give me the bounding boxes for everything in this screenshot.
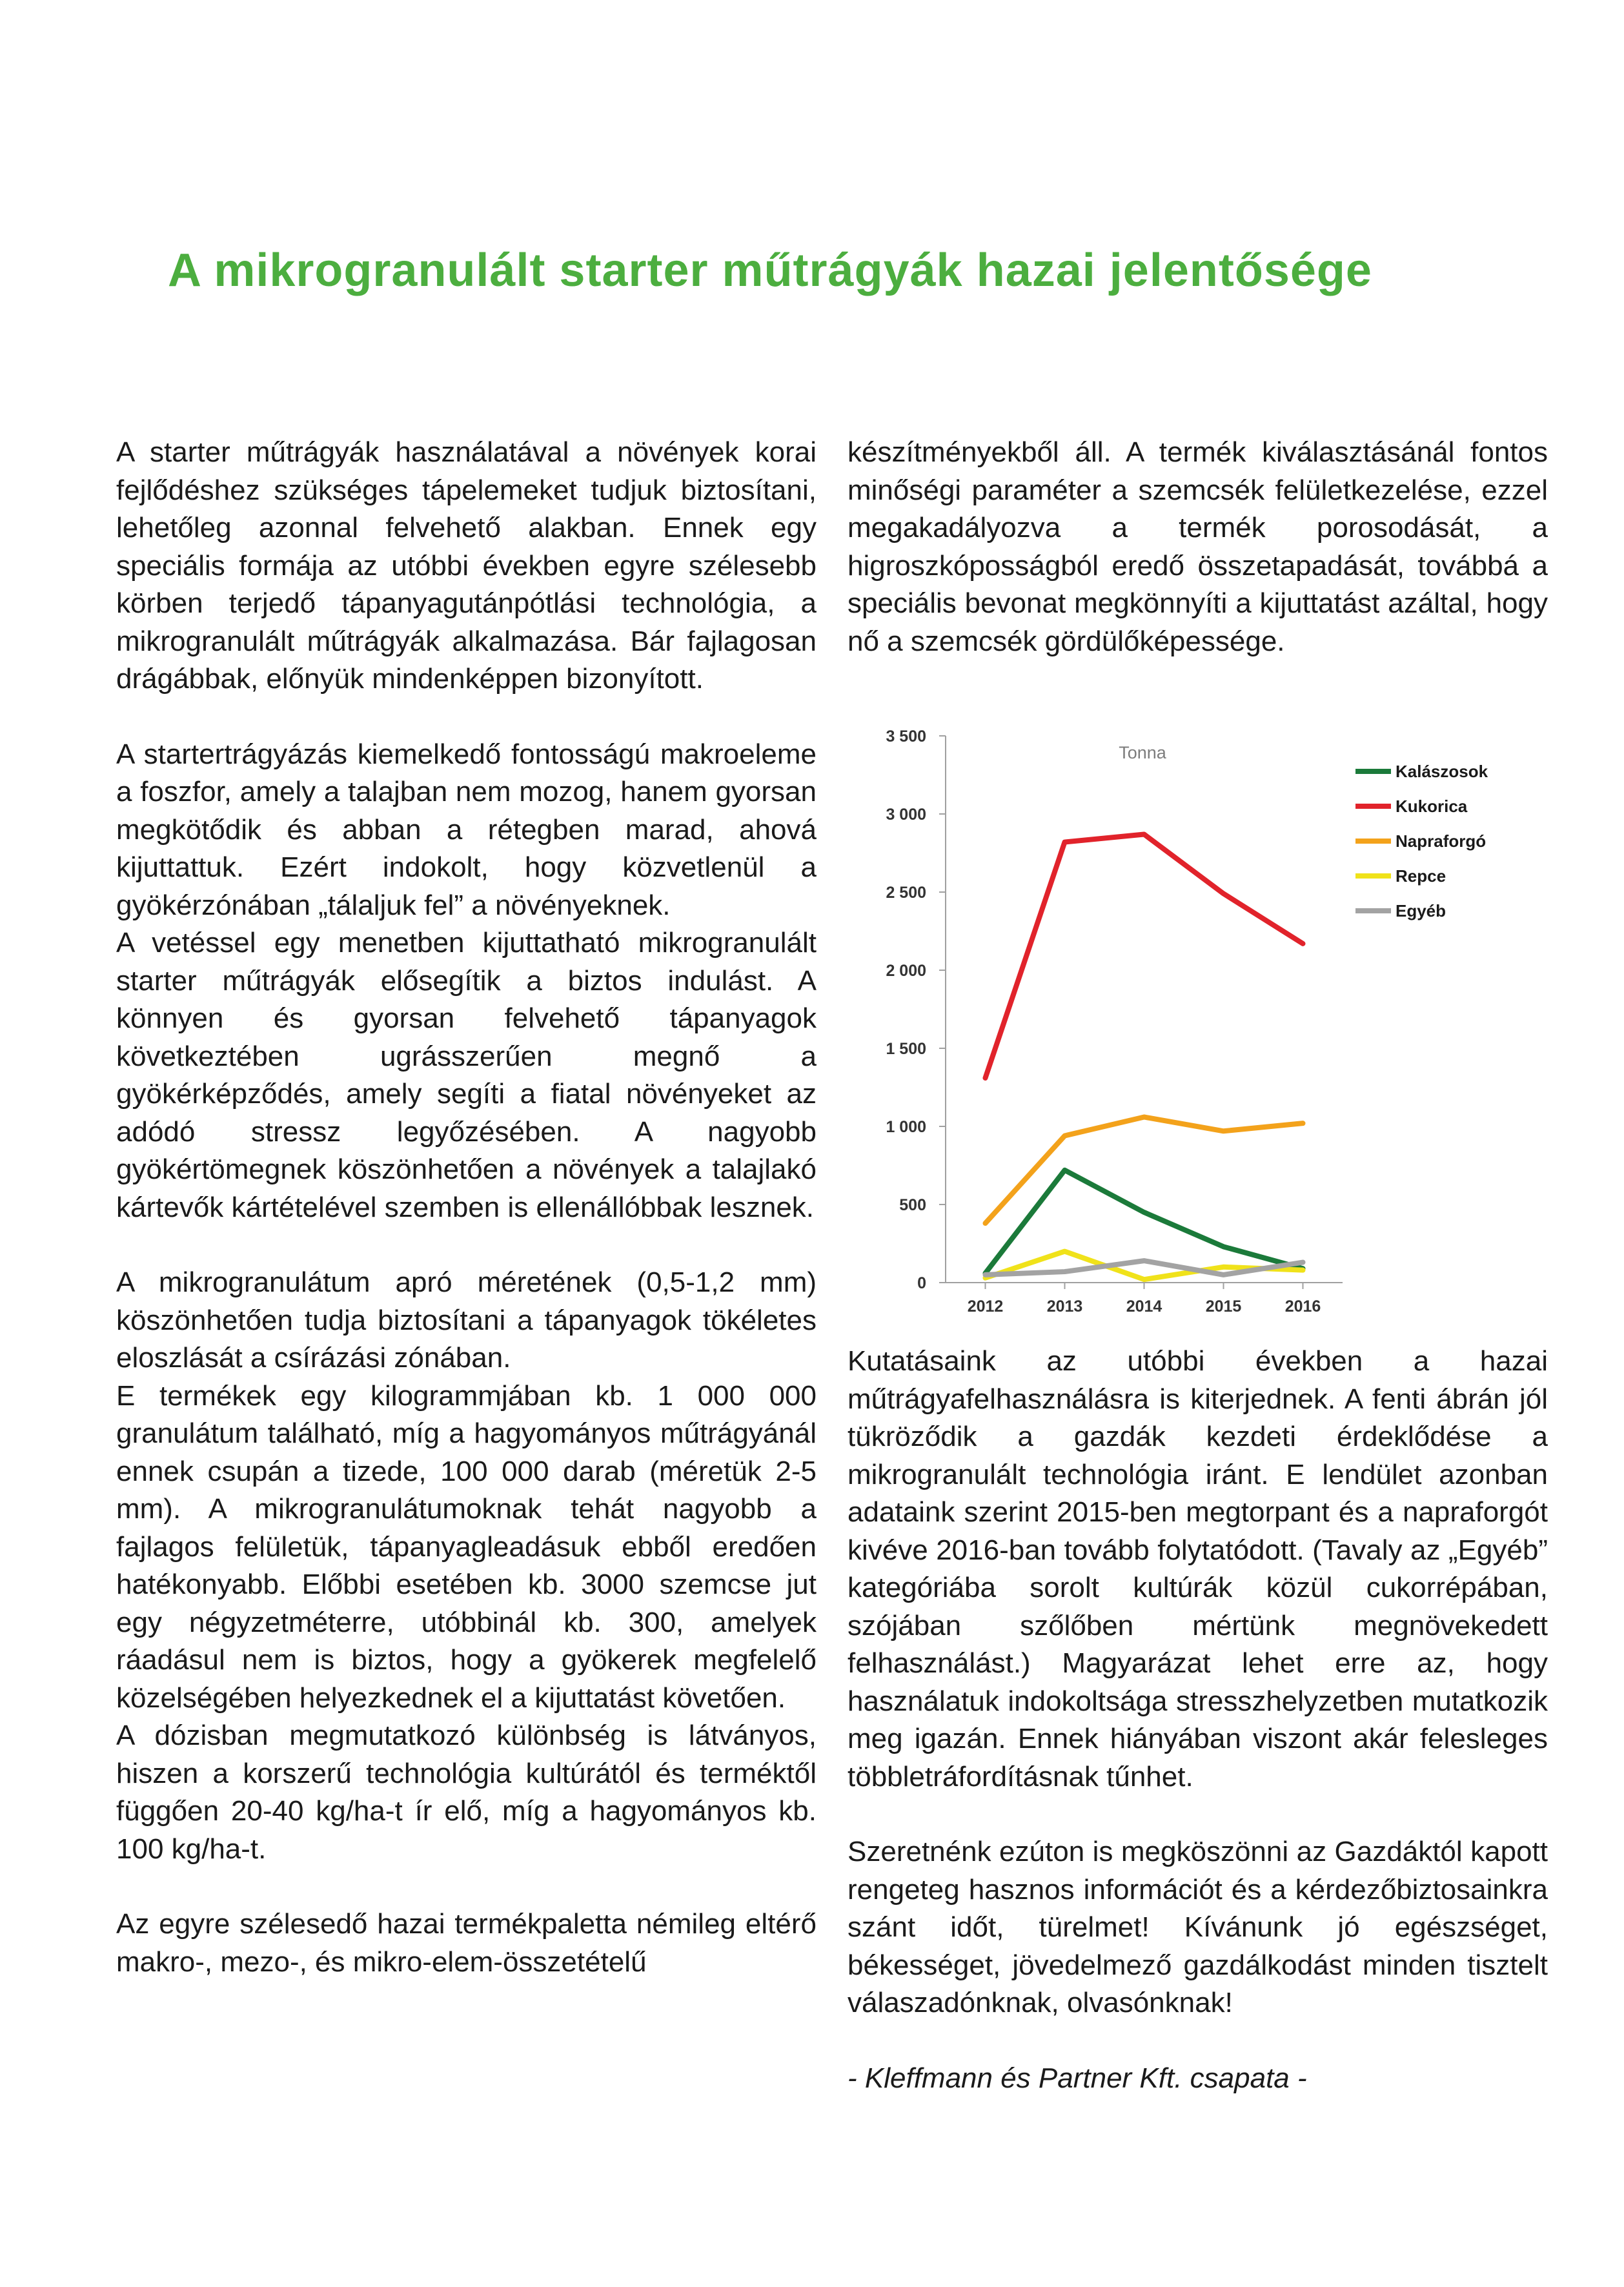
y-tick-label: 2 000 [886, 962, 926, 980]
paragraph: A vetéssel egy menetben kijuttatható mikrogranulált starter műtrágyák elősegítik a biztos indulást. A könnyen és gyorsan felvehető tápanyagok következtében ugrásszerűen megnő a gyökérképződés, amely segíti a fiatal növényeket az adódó stressz legyőzésében. A nagyobb gyökértömegnek köszönhetően a növények a talajlakó kártevők kártételével szemben is ellenállóbbak lesznek. [116, 927, 817, 1223]
right-column-bottom [848, 1343, 1548, 2097]
series-line-kalászosok [986, 1170, 1303, 1274]
chart-legend [1355, 762, 1488, 920]
right-column-top [848, 434, 1548, 660]
chart-series [986, 834, 1303, 1279]
x-tick-label: 2016 [1284, 1297, 1321, 1316]
line-chart [858, 720, 1568, 1333]
paragraph: A mikrogranulátum apró méretének (0,5-1,2 mm) köszönhetően tudja biztosítani a tápanyagok tökéletes eloszlását a csírázási zónában. [116, 1266, 817, 1374]
x-tick-label: 2012 [967, 1297, 1004, 1316]
x-tick-label: 2015 [1205, 1297, 1242, 1316]
y-tick-label: 1 000 [886, 1118, 926, 1136]
y-tick-label: 0 [917, 1274, 926, 1292]
x-tick-label: 2014 [1126, 1297, 1162, 1316]
paragraph: A starter műtrágyák használatával a növények korai fejlődéshez szükséges tápelemeket tudjuk biztosítani, lehetőleg azonnal felvehető alakban. Ennek egy speciális formája az utóbbi években egyre szélesebb körben terjedő tápanyagutánpótlási technológia, a mikrogranulált műtrágyák alkalmazása. Bár fajlagosan drágábbak, előnyük mindenképpen bizonyított. [116, 436, 817, 695]
paragraph: Kutatásaink az utóbbi években a hazai műtrágyafelhasználásra is kiterjednek. A fenti ábrán jól tükröződik a gazdák kezdeti érdeklődése a mikrogranulált technológia iránt. E lendület azonban adataink szerint 2015-ben megtorpant és a napraforgót kivéve 2016-ban tovább folytatódott. (Tavaly az „Egyéb” kategóriába sorolt kultúrák közül cukorrépában, szójában szőlőben mértünk megnövekedett felhasználást.) Magyarázat lehet erre az, hogy használatuk indokoltsága stresszhelyzetben mutatkozik meg igazán. Ennek hiányában viszont akár felesleges többletráfordításnak tűnhet. [848, 1345, 1548, 1793]
y-tick-label: 3 000 [886, 806, 926, 824]
paragraph: A startertrágyázás kiemelkedő fontosságú makroeleme a foszfor, amely a talajban nem mozog, hanem gyorsan megkötődik és abban a rétegben marad, ahová kijuttattuk. Ezért indokolt, hogy közvetlenül a gyökérzónában „tálaljuk fel” a növényeknek. [116, 738, 817, 921]
legend-label: Repce [1396, 866, 1446, 886]
legend-label: Kukorica [1396, 797, 1468, 816]
y-tick-label: 2 500 [886, 884, 926, 902]
paragraph: Az egyre szélesedő hazai termékpaletta némileg eltérő makro-, mezo-, és mikro-elem-összetételű [116, 1908, 817, 1978]
chart-title: Tonna [1119, 743, 1166, 762]
legend-label: Napraforgó [1396, 831, 1487, 851]
page-title: A mikrogranulált starter műtrágyák hazai jelentősége [168, 245, 1372, 296]
y-tick-label: 3 500 [886, 727, 926, 746]
legend-label: Kalászosok [1396, 762, 1488, 781]
y-tick-label: 1 500 [886, 1040, 926, 1058]
legend-label: Egyéb [1396, 901, 1446, 920]
signature: - Kleffmann és Partner Kft. csapata - [848, 2062, 1307, 2094]
series-line-kukorica [986, 834, 1303, 1078]
y-tick-label: 500 [899, 1196, 926, 1214]
paragraph: Szeretnénk ezúton is megköszönni az Gazdáktól kapott rengeteg hasznos információt és a kérdezőbiztosainkra szánt időt, türelmet! Kívánunk jó egészséget, békességet, jövedelmező gazdálkodást minden tisztelt válaszadónknak, olvasónknak! [848, 1836, 1548, 2018]
x-tick-label: 2013 [1046, 1297, 1083, 1316]
paragraph: A dózisban megmutatkozó különbség is látványos, hiszen a korszerű technológia kultúrától és terméktől függően 20-40 kg/ha-t ír elő, míg a hagyományos kb. 100 kg/ha-t. [116, 1720, 817, 1865]
left-column [116, 434, 817, 1981]
chart-axes [886, 727, 1343, 1316]
paragraph: készítményekből áll. A termék kiválasztásánál fontos minőségi paraméter a szemcsék felületkezelése, ezzel megakadályozva a termék porosodását, a higroszkóposságból eredő összetapadását, továbbá a speciális bevonat megkönnyíti a kijuttatást azáltal, hogy nő a szemcsék gördülőképessége. [848, 436, 1548, 657]
paragraph: E termékek egy kilogrammjában kb. 1 000 000 granulátum található, míg a hagyományos műtrágyánál ennek csupán a tizede, 100 000 darab (méretük 2-5 mm). A mikrogranulátumoknak tehát nagyobb a fajlagos felületük, tápanyagleadásuk ebből eredően hatékonyabb. Előbbi esetében kb. 3000 szemcse jut egy négyzetméterre, utóbbinál kb. 300, amelyek ráadásul nem is biztos, hogy a gyökerek megfelelő közelségében helyezkednek el a kijuttatást követően. [116, 1379, 817, 1714]
